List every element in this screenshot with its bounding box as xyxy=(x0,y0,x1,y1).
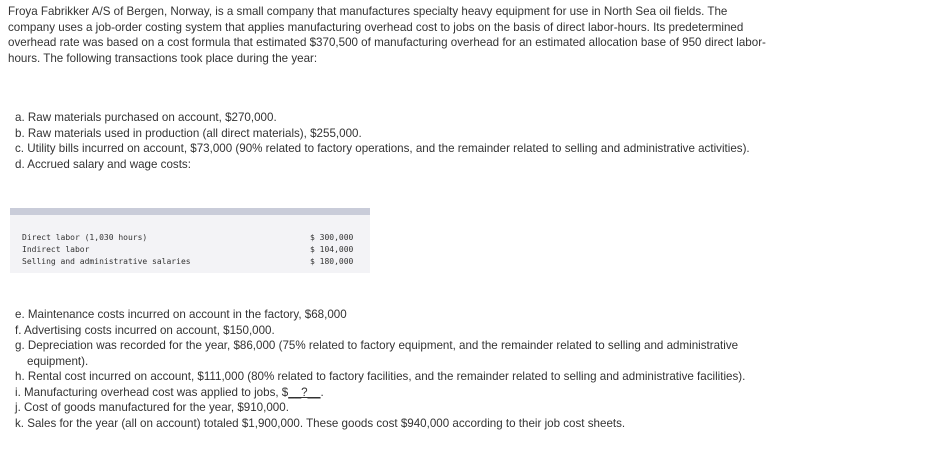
transaction-i-suffix: . xyxy=(320,385,324,399)
row-label: Indirect labor xyxy=(22,245,90,254)
transaction-a: a. Raw materials purchased on account, $270,000. xyxy=(15,111,277,124)
transaction-k: k. Sales for the year (all on account) totaled $1,900,000. These goods cost $940,000 according to their job cost sheets. xyxy=(15,416,626,430)
table-row xyxy=(22,245,362,257)
salary-wage-table xyxy=(10,208,370,273)
transactions-list-top xyxy=(15,110,815,172)
problem-intro: Froya Fabrikker A/S of Bergen, Norway, is a small company that manufactures specialty heavy equipment for use in North Sea oil fields. The company uses a job-order costing system that applies manufacturing overhead cost to jobs on the basis of direct labor-hours. Its predetermined overhead rate was based on a cost formula that estimated $370,500 of manufacturing overhead for an estimated allocation base of 950 direct labor-hours. The following transactions took place during the year: xyxy=(8,5,766,65)
transaction-d: d. Accrued salary and wage costs: xyxy=(15,157,191,171)
transaction-c: c. Utility bills incurred on account, $73,000 (90% related to factory operations, and the remainder related to selling and administrative activities). xyxy=(15,142,750,155)
row-label: Selling and administrative salaries xyxy=(22,257,191,266)
row-label: Direct labor (1,030 hours) xyxy=(22,233,148,242)
transaction-h: h. Rental cost incurred on account, $111,000 (80% related to factory facilities, and the remainder related to selling and administrative facilities). xyxy=(15,370,746,383)
table-row xyxy=(22,257,362,269)
row-amount: $ 180,000 xyxy=(310,257,354,266)
answer-blank[interactable]: __?__ xyxy=(288,385,321,399)
transaction-j: j. Cost of goods manufactured for the year, $910,000. xyxy=(15,401,289,414)
transaction-g: g. Depreciation was recorded for the year, $86,000 (75% related to factory equipment, and the remainder related to selling and administrative equipment). xyxy=(15,339,739,368)
transaction-i xyxy=(15,385,815,401)
row-amount: $ 104,000 xyxy=(310,245,354,254)
transaction-i-text: i. Manufacturing overhead cost was applied to jobs, $ xyxy=(15,385,289,399)
transactions-list-bottom xyxy=(15,307,815,431)
transaction-b: b. Raw materials used in production (all direct materials), $255,000. xyxy=(15,126,362,140)
row-amount: $ 300,000 xyxy=(310,233,354,242)
table-row xyxy=(22,233,362,245)
transaction-f: f. Advertising costs incurred on account, $150,000. xyxy=(15,323,275,337)
transaction-e: e. Maintenance costs incurred on account in the factory, $68,000 xyxy=(15,308,347,321)
